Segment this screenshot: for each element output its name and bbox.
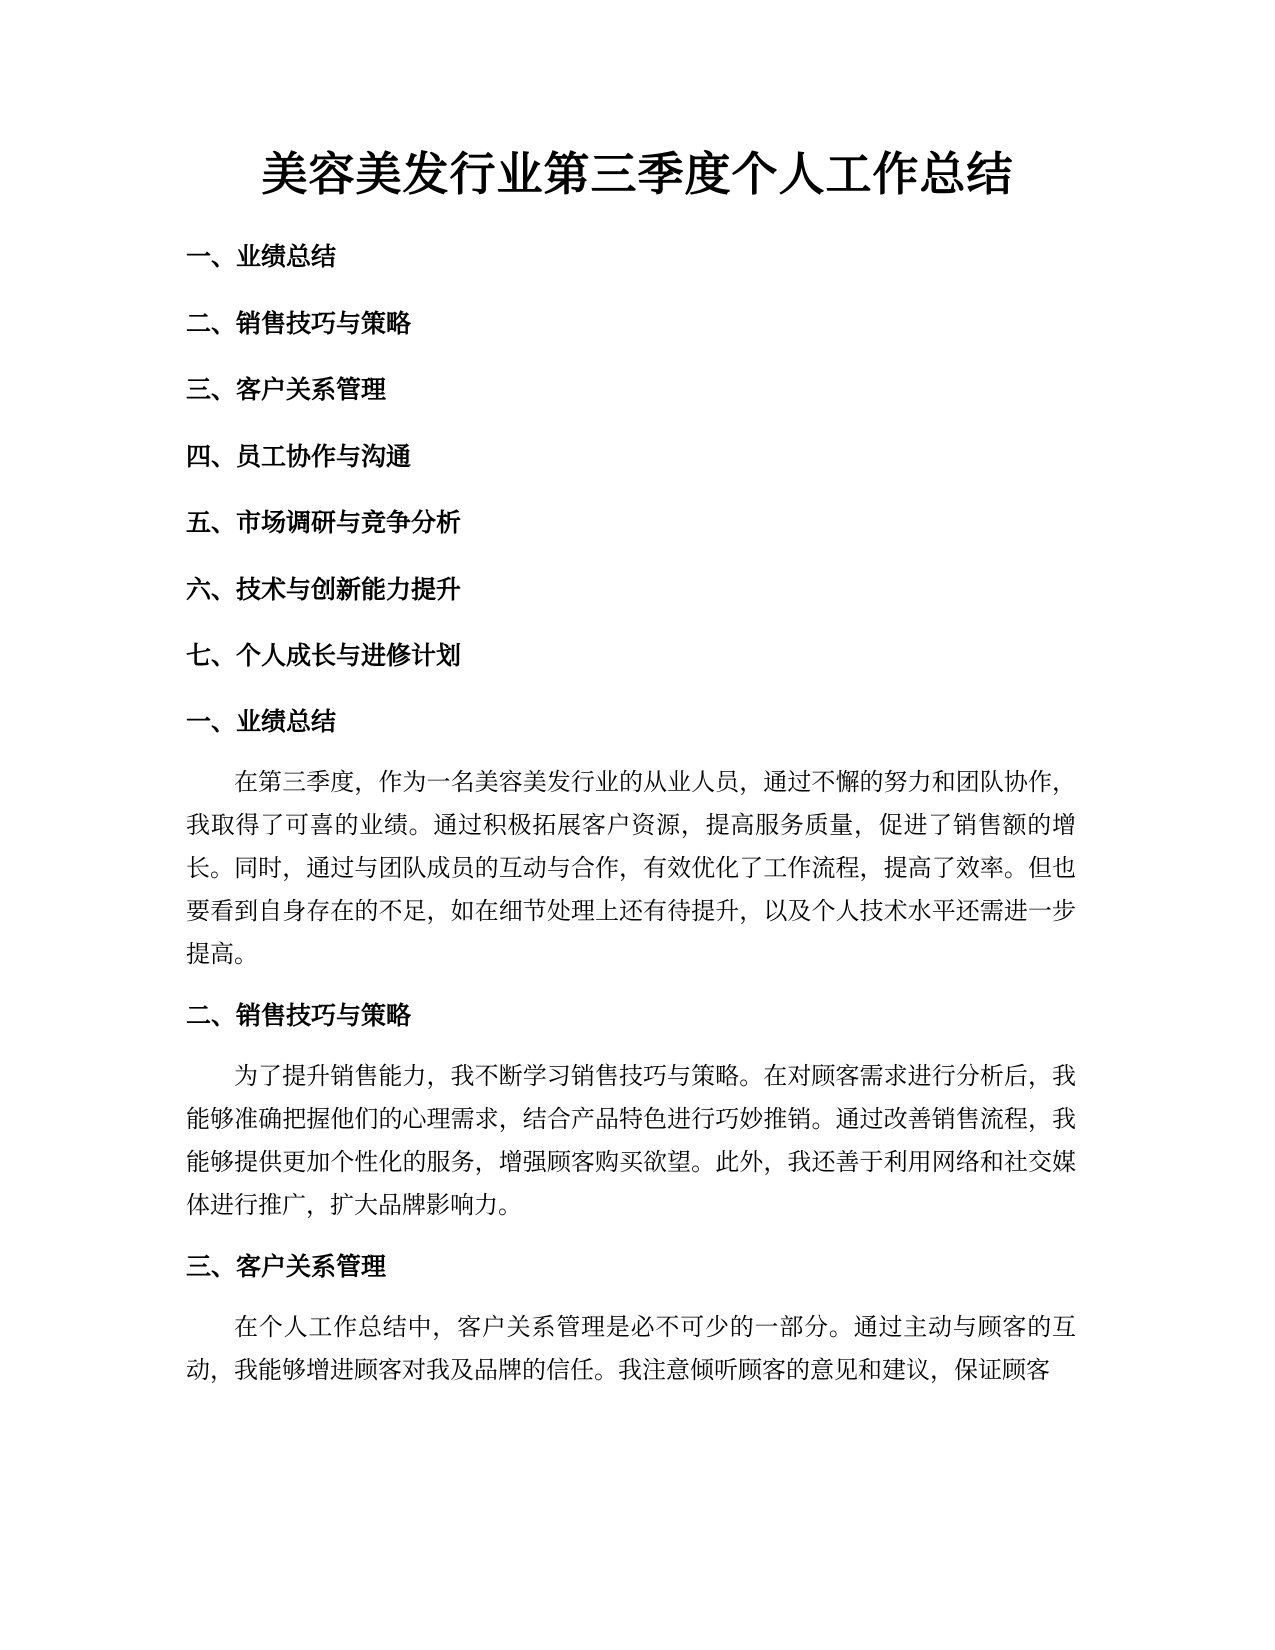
toc-item: 五、市场调研与竞争分析	[186, 508, 462, 537]
section-sales-skills	[186, 999, 1076, 1227]
toc-item: 六、技术与创新能力提升	[186, 574, 462, 604]
toc-item: 二、销售技巧与策略	[186, 308, 412, 338]
document-body	[186, 705, 1076, 1415]
section-paragraph: 为了提升销售能力，我不断学习销售技巧与策略。在对顾客需求进行分析后，我能够准确把握他们的心理需求，结合产品特色进行巧妙推销。通过改善销售流程，我能够提供更加个性化的服务，增强顾客购买欲望。此外，我还善于利用网络和社交媒体进行推广，扩大品牌影响力。	[186, 1062, 1076, 1219]
section-heading: 三、客户关系管理	[186, 1252, 387, 1281]
section-heading: 一、业绩总结	[186, 707, 337, 736]
table-of-contents	[186, 240, 1086, 706]
section-customer-relations	[186, 1250, 1076, 1392]
section-heading: 二、销售技巧与策略	[186, 1001, 412, 1030]
section-paragraph: 在个人工作总结中，客户关系管理是必不可少的一部分。通过主动与顾客的互动，我能够增进顾客对我及品牌的信任。我注意倾听顾客的意见和建议，保证顾客	[186, 1313, 1076, 1384]
section-paragraph: 在第三季度，作为一名美容美发行业的从业人员，通过不懈的努力和团队协作，我取得了可喜的业绩。通过积极拓展客户资源，提高服务质量，促进了销售额的增长。同时，通过与团队成员的互动与合作，有效优化了工作流程，提高了效率。但也要看到自身存在的不足，如在细节处理上还有待提升，以及个人技术水平还需进一步提高。	[186, 768, 1076, 968]
section-performance-summary	[186, 705, 1076, 976]
toc-item: 七、个人成长与进修计划	[186, 641, 462, 670]
document-title: 美容美发行业第三季度个人工作总结	[261, 147, 1014, 201]
toc-item: 三、客户关系管理	[186, 375, 387, 404]
toc-item: 一、业绩总结	[186, 242, 337, 271]
toc-item: 四、员工协作与沟通	[186, 441, 412, 471]
